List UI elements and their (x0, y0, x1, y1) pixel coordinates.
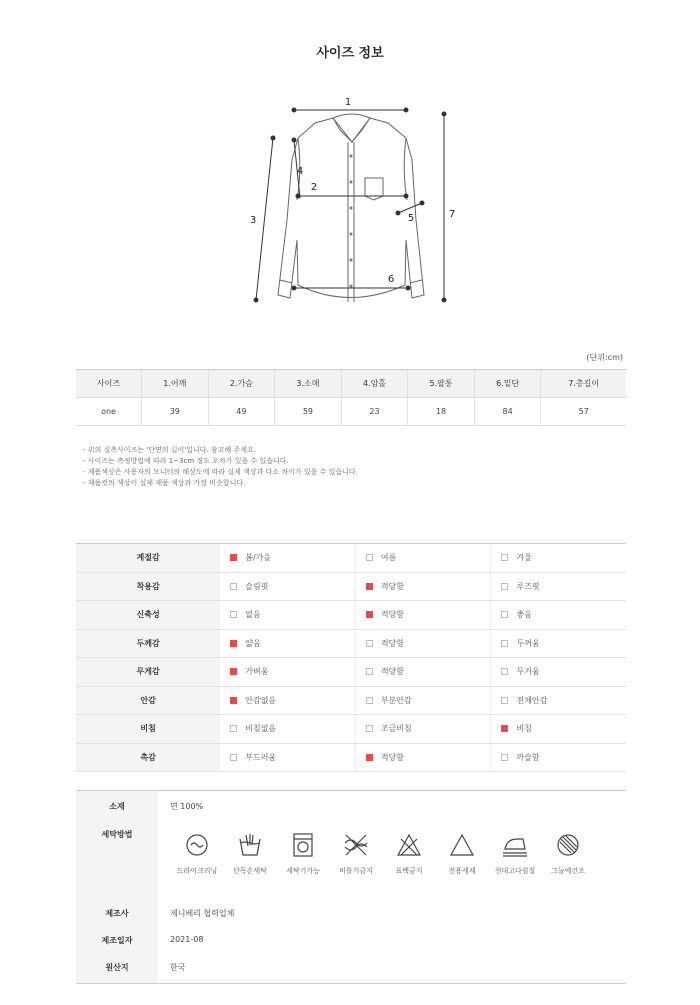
care-label: 전용세제 (448, 867, 476, 875)
care-label: 비틀기금지 (339, 867, 373, 875)
option-label: 까슬함 (516, 752, 540, 762)
size-notes (83, 445, 358, 489)
diagram-label: 6 (387, 274, 395, 285)
option-label: 무거움 (516, 667, 540, 677)
shade-dry-icon (554, 831, 582, 859)
property-option (220, 743, 355, 772)
property-row (76, 658, 626, 687)
info-value: 2021-08 (170, 935, 204, 944)
checkbox-checked-icon (230, 697, 237, 704)
property-name: 착용감 (76, 572, 220, 601)
info-value: 면 100% (170, 802, 204, 811)
info-key: 제조일자 (101, 936, 133, 945)
checkbox-empty-icon (230, 754, 237, 761)
checkbox-empty-icon (501, 554, 508, 561)
note-item: - 제품색상은 사용자의 모니터의 해상도에 따라 실제 색상과 다소 차이가 있을 수 있습니다. (83, 468, 358, 476)
property-name: 계절감 (76, 544, 220, 573)
hand-wash-icon (236, 831, 264, 859)
option-label: 적당함 (380, 610, 404, 620)
option-label: 비침없음 (245, 724, 277, 734)
diagram-label: 3 (249, 215, 257, 226)
diagram-label: 4 (296, 166, 304, 177)
size-table-header-cell: 7.총길이 (541, 370, 626, 398)
size-table-header-cell: 3.소매 (275, 370, 342, 398)
size-table-header-cell: 4.암홀 (341, 370, 408, 398)
option-label: 겨울 (516, 553, 532, 563)
property-name: 안감 (76, 686, 220, 715)
option-label: 부드러움 (245, 752, 277, 762)
size-table-cell: 57 (541, 398, 626, 426)
option-label: 루즈핏 (516, 581, 540, 591)
info-key: 원산지 (105, 963, 129, 972)
care-item (381, 831, 437, 876)
property-option (355, 572, 491, 601)
option-label: 비침 (516, 724, 532, 734)
property-option (491, 715, 626, 744)
care-item (222, 831, 278, 876)
option-label: 안감없음 (245, 695, 277, 705)
property-option (220, 629, 355, 658)
diagram-label: 5 (407, 213, 415, 224)
checkbox-checked-icon (366, 583, 373, 590)
diagram-label: 1 (344, 97, 352, 108)
option-label: 가벼움 (245, 667, 269, 677)
checkbox-empty-icon (501, 611, 508, 618)
size-table-cell: 59 (275, 398, 342, 426)
unit-label: (단위:cm) (586, 353, 623, 362)
diagram-label: 7 (448, 209, 456, 220)
no-bleach-icon (395, 831, 423, 859)
checkbox-checked-icon (230, 554, 237, 561)
care-item (328, 831, 384, 876)
option-label: 슬림핏 (245, 581, 269, 591)
size-table-header-cell: 사이즈 (76, 370, 142, 398)
option-label: 두꺼움 (516, 638, 540, 648)
checkbox-empty-icon (230, 611, 237, 618)
checkbox-empty-icon (501, 668, 508, 675)
checkbox-empty-icon (501, 754, 508, 761)
machine-wash-icon (289, 831, 317, 859)
care-label: 그늘에건조 (551, 867, 585, 875)
property-option (355, 686, 491, 715)
care-item (434, 831, 490, 876)
property-row (76, 601, 626, 630)
size-table (76, 369, 626, 426)
option-label: 없음 (245, 610, 261, 620)
info-key: 세탁방법 (101, 830, 133, 839)
checkbox-checked-icon (501, 725, 508, 732)
property-option (491, 601, 626, 630)
option-label: 적당함 (380, 752, 404, 762)
info-key-column (76, 791, 158, 983)
page-title: 사이즈 정보 (316, 46, 384, 61)
product-properties-table (76, 543, 626, 772)
checkbox-checked-icon (366, 754, 373, 761)
care-label: 세탁기가능 (286, 867, 320, 875)
checkbox-checked-icon (230, 640, 237, 647)
product-info-panel (76, 790, 626, 984)
property-option (220, 601, 355, 630)
note-item: - 제품컷의 색상이 실제 제품 색상과 가장 비슷합니다. (83, 479, 246, 487)
property-name: 두께감 (76, 629, 220, 658)
option-label: 전체안감 (516, 695, 548, 705)
checkbox-empty-icon (501, 697, 508, 704)
neutral-detergent-icon (448, 831, 476, 859)
property-option (491, 629, 626, 658)
size-table-header-cell: 1.어깨 (142, 370, 209, 398)
checkbox-empty-icon (366, 725, 373, 732)
note-item: - 사이즈는 측정방법에 따라 1~3cm 정도 오차가 있을 수 있습니다. (83, 457, 289, 465)
care-label: 드라이크리닝 (176, 867, 218, 875)
option-label: 조금비침 (380, 724, 412, 734)
property-name: 비침 (76, 715, 220, 744)
info-value: 한국 (170, 963, 186, 972)
size-table-header-cell: 2.가슴 (208, 370, 275, 398)
note-item: - 위의 실측사이즈는 '단면의 길이'입니다. 참고해 주세요. (83, 446, 256, 454)
property-row (76, 715, 626, 744)
property-option (491, 686, 626, 715)
size-table-cell: one (76, 398, 142, 426)
option-label: 적당함 (380, 667, 404, 677)
care-label: 표백금지 (395, 867, 423, 875)
checkbox-empty-icon (366, 668, 373, 675)
care-item (487, 831, 543, 876)
info-key: 제조사 (105, 909, 129, 918)
checkbox-empty-icon (366, 554, 373, 561)
property-option (491, 658, 626, 687)
property-option (355, 743, 491, 772)
care-item (275, 831, 331, 876)
property-row (76, 572, 626, 601)
property-option (355, 715, 491, 744)
checkbox-empty-icon (366, 697, 373, 704)
property-option (491, 572, 626, 601)
checkbox-empty-icon (501, 583, 508, 590)
size-table-header-cell: 6.밑단 (474, 370, 541, 398)
care-item (169, 831, 225, 876)
property-option (355, 544, 491, 573)
property-name: 촉감 (76, 743, 220, 772)
property-name: 신축성 (76, 601, 220, 630)
info-key: 소재 (109, 802, 125, 811)
property-row (76, 544, 626, 573)
size-table-cell: 23 (341, 398, 408, 426)
property-row (76, 743, 626, 772)
table-row (76, 398, 626, 426)
property-name: 무게감 (76, 658, 220, 687)
option-label: 얇음 (245, 638, 261, 648)
size-table-cell: 39 (142, 398, 209, 426)
checkbox-checked-icon (230, 668, 237, 675)
property-option (491, 544, 626, 573)
size-table-header-cell: 5.팔통 (408, 370, 475, 398)
property-option (355, 658, 491, 687)
shirt-measurement-diagram (240, 90, 470, 320)
press-cloth-iron-icon (501, 831, 529, 859)
property-row (76, 686, 626, 715)
checkbox-empty-icon (501, 640, 508, 647)
option-label: 여름 (380, 553, 397, 563)
option-label: 적당함 (380, 581, 404, 591)
checkbox-empty-icon (366, 640, 373, 647)
property-option (355, 601, 491, 630)
care-item (540, 831, 596, 876)
dry-clean-icon (183, 831, 211, 859)
size-table-cell: 18 (408, 398, 475, 426)
size-table-cell: 49 (208, 398, 275, 426)
property-option (220, 658, 355, 687)
property-option (220, 715, 355, 744)
property-option (491, 743, 626, 772)
property-row (76, 629, 626, 658)
property-option (220, 544, 355, 573)
property-option (220, 686, 355, 715)
property-option (355, 629, 491, 658)
no-wring-icon (342, 831, 370, 859)
care-label: 단독손세탁 (233, 867, 267, 875)
option-label: 좋음 (516, 610, 532, 620)
care-icons (169, 831, 589, 881)
size-table-header (76, 370, 626, 398)
option-label: 부분안감 (380, 695, 412, 705)
care-label: 천대고다림질 (494, 867, 536, 875)
checkbox-empty-icon (230, 583, 237, 590)
info-value: 제니베리 협력업체 (170, 909, 235, 918)
property-option (220, 572, 355, 601)
option-label: 봄/가을 (245, 553, 272, 563)
diagram-label: 2 (310, 182, 318, 193)
checkbox-checked-icon (366, 611, 373, 618)
checkbox-empty-icon (230, 725, 237, 732)
option-label: 적당함 (380, 638, 404, 648)
size-table-cell: 84 (474, 398, 541, 426)
